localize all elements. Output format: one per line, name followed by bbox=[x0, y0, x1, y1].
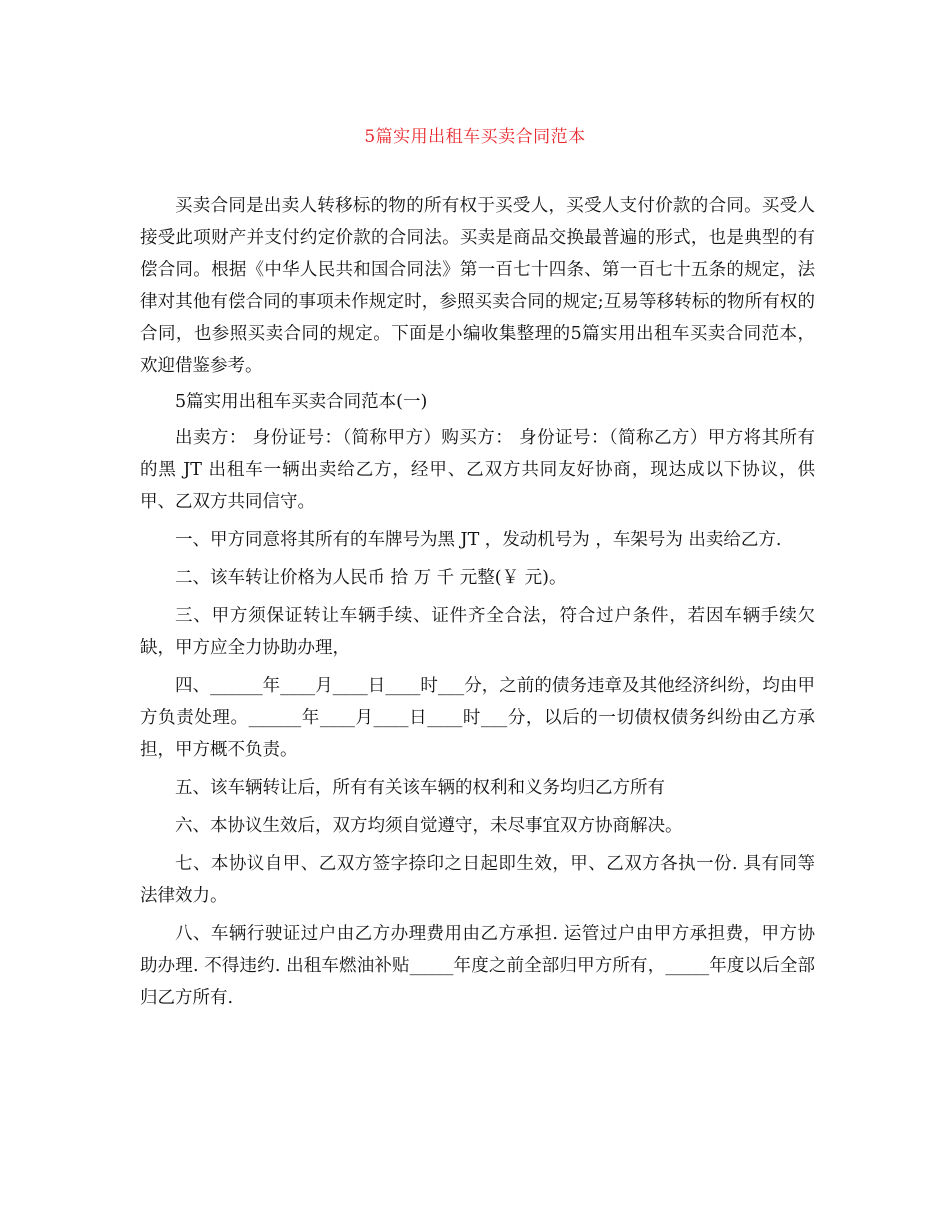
clause-8: 八、车辆行驶证过户由乙方办理费用由乙方承担. 运管过户由甲方承担费，甲方协助办理. 不得违约. 出租车燃油补贴_____年度之前全部归甲方所有，_____年度以后全部归乙方所有. bbox=[140, 924, 815, 1008]
document-title: 5篇实用出租车买卖合同范本 bbox=[364, 127, 586, 147]
section-heading: 5篇实用出租车买卖合同范本(一) bbox=[175, 392, 428, 412]
clause-5: 五、该车辆转让后，所有有关该车辆的权利和义务均归乙方所有 bbox=[175, 778, 665, 798]
clause-1: 一、甲方同意将其所有的车牌号为黑 JT ，发动机号为 ，车架号为 出卖给乙方. bbox=[175, 530, 782, 550]
parties-paragraph: 出卖方： 身份证号：（简称甲方）购买方： 身份证号：（简称乙方）甲方将其所有的黑 JT 出租车一辆出卖给乙方，经甲、乙双方共同友好协商，现达成以下协议，供甲、乙双方共同信守。 bbox=[140, 428, 815, 512]
intro-paragraph: 买卖合同是出卖人转移标的物的所有权于买受人，买受人支付价款的合同。买受人接受此项财产并支付约定价款的合同法。买卖是商品交换最普遍的形式，也是典型的有偿合同。根据《中华人民共和国合同法》第一百七十四条、第一百七十五条的规定，法律对其他有偿合同的事项未作规定时，参照买卖合同的规定;互易等移转标的物所有权的合同，也参照买卖合同的规定。下面是小编收集整理的5篇实用出租车买卖合同范本，欢迎借鉴参考。 bbox=[140, 196, 815, 376]
clause-2: 二、该车转让价格为人民币 拾 万 千 元整(￥ 元)。 bbox=[175, 568, 567, 588]
clause-4: 四、______年____月____日____时___分，之前的债务违章及其他经济纠纷，均由甲方负责处理。______年____月____日____时___分，以后的一切债权债务纠纷由乙方承担，甲方概不负责。 bbox=[140, 676, 815, 760]
document-body bbox=[140, 190, 815, 1020]
clause-3: 三、甲方须保证转让车辆手续、证件齐全合法，符合过户条件，若因车辆手续欠缺，甲方应全力协助办理， bbox=[140, 606, 815, 658]
clause-6: 六、本协议生效后，双方均须自觉遵守，未尽事宜双方协商解决。 bbox=[175, 816, 683, 836]
clause-7: 七、本协议自甲、乙双方签字捺印之日起即生效，甲、乙双方各执一份. 具有同等法律效力。 bbox=[140, 854, 815, 906]
